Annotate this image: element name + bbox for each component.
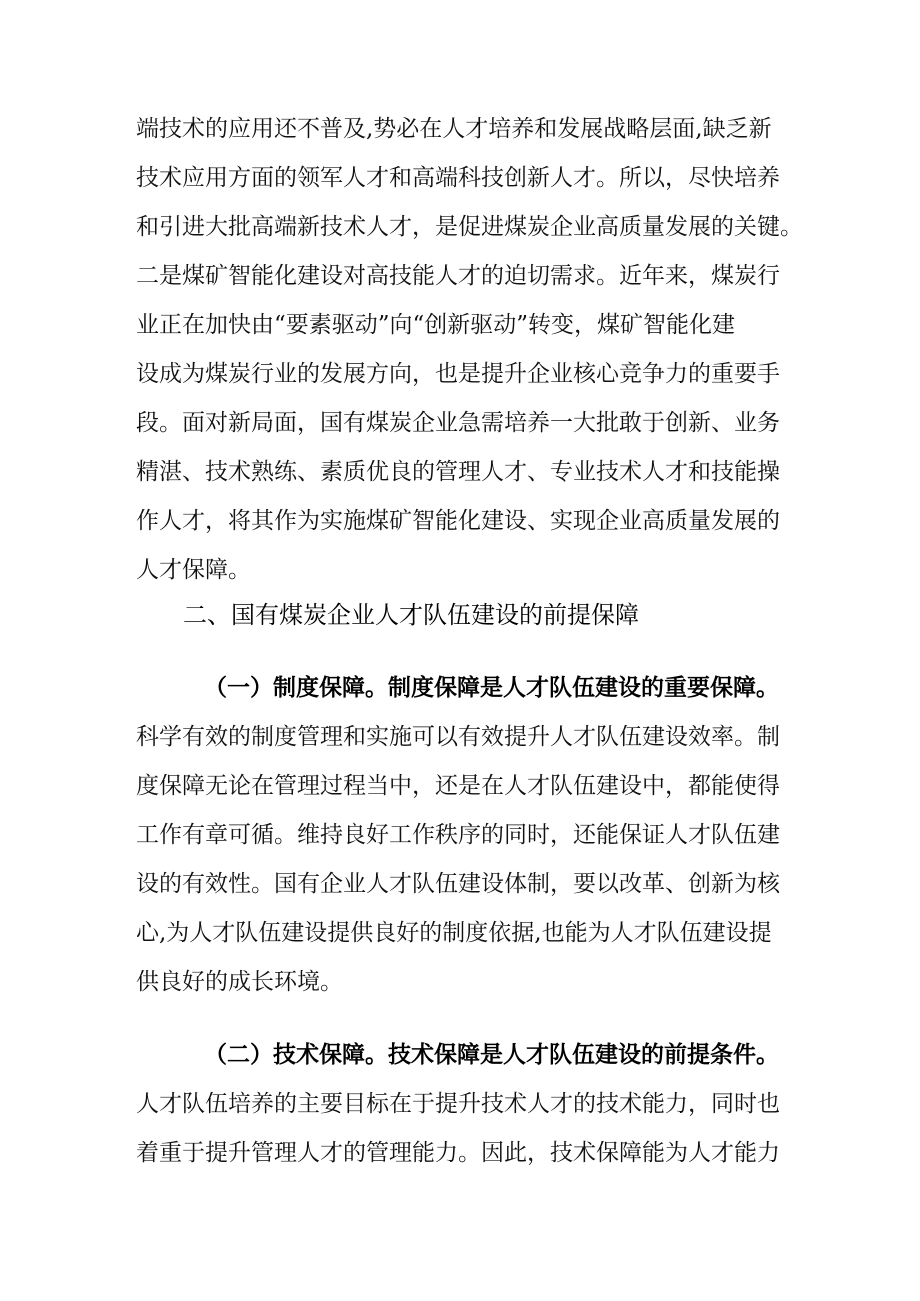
body-text-line: 技术应用方面的领军人才和高端科技创新人才。所以，尽快培养 (136, 165, 780, 191)
body-text-line: 端技术的应用还不普及,势必在人才培养和发展战略层面,缺乏新 (136, 116, 772, 142)
body-text-line: 精湛、技术熟练、素质优良的管理人才、专业技术人才和技能操 (136, 459, 780, 485)
subsection-heading: （一）制度保障。制度保障是人才队伍建设的重要保障。 (204, 675, 779, 701)
body-text-line: 和引进大批高端新技术人才，是促进煤炭企业高质量发展的关键。 (136, 214, 803, 240)
body-text-line: 度保障无论在管理过程当中，还是在人才队伍建设中，都能使得 (136, 773, 780, 799)
body-text-line: 着重于提升管理人才的管理能力。因此，技术保障能为人才能力 (136, 1140, 780, 1166)
body-text-line: 供良好的成长环境。 (136, 969, 343, 995)
body-text-line: 段。面对新局面，国有煤炭企业急需培养一大批敢于创新、业务 (136, 410, 780, 436)
body-text-line: 业正在加快由“要素驱动”向“创新驱动”转变，煤矿智能化建 (136, 312, 736, 338)
body-text-line: 人才队伍培养的主要目标在于提升技术人才的技术能力，同时也 (136, 1091, 780, 1117)
body-text-line: 设的有效性。国有企业人才队伍建设体制，要以改革、创新为核 (136, 871, 780, 897)
body-text-line: 科学有效的制度管理和实施可以有效提升人才队伍建设效率。制 (136, 724, 780, 750)
body-text-line: 作人才，将其作为实施煤矿智能化建设、实现企业高质量发展的 (136, 508, 780, 534)
body-text-line: 设成为煤炭行业的发展方向，也是提升企业核心竞争力的重要手 (136, 361, 780, 387)
subsection-heading: （二）技术保障。技术保障是人才队伍建设的前提条件。 (204, 1042, 779, 1068)
body-text-line: 二是煤矿智能化建设对高技能人才的迫切需求。近年来，煤炭行 (136, 263, 780, 289)
body-text-line: 工作有章可循。维持良好工作秩序的同时，还能保证人才队伍建 (136, 822, 780, 848)
section-heading: 二、国有煤炭企业人才队伍建设的前提保障 (183, 601, 639, 629)
body-text-line: 人才保障。 (136, 557, 251, 583)
body-text-line: 心,为人才队伍建设提供良好的制度依据,也能为人才队伍建设提 (136, 920, 772, 946)
